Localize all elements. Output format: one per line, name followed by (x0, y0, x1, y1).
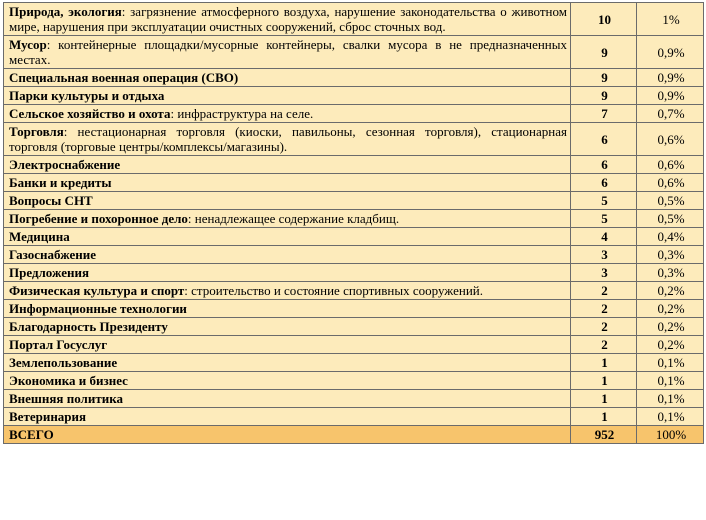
total-percent: 100% (637, 426, 704, 444)
topic-cell (4, 36, 571, 69)
topic-cell (4, 408, 571, 426)
count-cell: 2 (571, 336, 637, 354)
topics-table (3, 2, 704, 444)
topic-cell (4, 105, 571, 123)
table-row (4, 105, 704, 123)
percent-cell: 0,9% (637, 36, 704, 69)
count-cell: 1 (571, 354, 637, 372)
topic-description: : строительство и состояние спортивных сооружений. (184, 283, 483, 298)
count-cell: 7 (571, 105, 637, 123)
table-row (4, 336, 704, 354)
percent-cell: 0,9% (637, 87, 704, 105)
table-row (4, 282, 704, 300)
topic-title: Вопросы СНТ (9, 193, 93, 208)
percent-cell: 0,9% (637, 69, 704, 87)
topic-title: Физическая культура и спорт (9, 283, 185, 298)
topic-cell (4, 246, 571, 264)
percent-cell: 0,6% (637, 174, 704, 192)
percent-cell: 0,3% (637, 246, 704, 264)
percent-cell: 0,5% (637, 210, 704, 228)
table-row (4, 36, 704, 69)
topic-title: Землепользование (9, 355, 118, 370)
topic-description: : ненадлежащее содержание кладбищ. (187, 211, 400, 226)
topic-title: Газоснабжение (9, 247, 96, 262)
topic-cell (4, 300, 571, 318)
table-body (4, 3, 704, 426)
topic-title: Электроснабжение (9, 157, 121, 172)
percent-cell: 0,5% (637, 192, 704, 210)
topic-cell (4, 3, 571, 36)
table-row (4, 390, 704, 408)
count-cell: 1 (571, 408, 637, 426)
count-cell: 2 (571, 282, 637, 300)
topic-cell (4, 192, 571, 210)
percent-cell: 0,6% (637, 123, 704, 156)
topic-title: Природа, экология (9, 4, 122, 19)
topic-title: Информационные технологии (9, 301, 187, 316)
count-cell: 6 (571, 156, 637, 174)
topic-title: Портал Госуслуг (9, 337, 108, 352)
topic-cell (4, 174, 571, 192)
percent-cell: 0,4% (637, 228, 704, 246)
topic-title: Благодарность Президенту (9, 319, 168, 334)
topic-title: Медицина (9, 229, 70, 244)
percent-cell: 0,6% (637, 156, 704, 174)
percent-cell: 0,7% (637, 105, 704, 123)
percent-cell: 0,2% (637, 318, 704, 336)
percent-cell: 0,2% (637, 336, 704, 354)
percent-cell: 0,1% (637, 354, 704, 372)
topic-title: Парки культуры и отдыха (9, 88, 165, 103)
topic-cell (4, 282, 571, 300)
percent-cell: 0,2% (637, 300, 704, 318)
topic-title: Мусор (9, 37, 47, 52)
count-cell: 6 (571, 123, 637, 156)
table-row (4, 69, 704, 87)
topic-cell (4, 372, 571, 390)
table-row (4, 372, 704, 390)
percent-cell: 0,1% (637, 372, 704, 390)
total-label: ВСЕГО (4, 426, 571, 444)
table-row (4, 174, 704, 192)
count-cell: 1 (571, 390, 637, 408)
topic-title: Предложения (9, 265, 90, 280)
topic-cell (4, 264, 571, 282)
table-row (4, 87, 704, 105)
topic-cell (4, 228, 571, 246)
table-row (4, 264, 704, 282)
percent-cell: 0,1% (637, 390, 704, 408)
table-row (4, 318, 704, 336)
topic-cell (4, 69, 571, 87)
table-row (4, 210, 704, 228)
table-row (4, 3, 704, 36)
table-row (4, 354, 704, 372)
table-row (4, 408, 704, 426)
table-row (4, 228, 704, 246)
topic-title: Банки и кредиты (9, 175, 112, 190)
topic-title: Экономика и бизнес (9, 373, 128, 388)
topic-title: Внешняя политика (9, 391, 123, 406)
count-cell: 6 (571, 174, 637, 192)
topic-title: Специальная военная операция (СВО) (9, 70, 239, 85)
topic-title: Торговля (9, 124, 64, 139)
table-row (4, 300, 704, 318)
table-row (4, 246, 704, 264)
topic-title: Ветеринария (9, 409, 87, 424)
topic-description: : контейнерные площадки/мусорные контейнеры, свалки мусора в не предназначенных местах. (9, 37, 567, 67)
count-cell: 10 (571, 3, 637, 36)
topic-cell (4, 354, 571, 372)
topic-description: : инфраструктура на селе. (170, 106, 314, 121)
topic-cell (4, 156, 571, 174)
topic-cell (4, 210, 571, 228)
count-cell: 3 (571, 246, 637, 264)
count-cell: 5 (571, 192, 637, 210)
topic-title: Сельское хозяйство и охота (9, 106, 171, 121)
topic-cell (4, 123, 571, 156)
percent-cell: 0,2% (637, 282, 704, 300)
table-row (4, 192, 704, 210)
count-cell: 2 (571, 300, 637, 318)
topic-cell (4, 336, 571, 354)
count-cell: 9 (571, 36, 637, 69)
topic-description: : нестационарная торговля (киоски, павильоны, сезонная торговля), стационарная торговля (торговые центры/комплексы/магазины). (9, 124, 567, 154)
count-cell: 2 (571, 318, 637, 336)
topic-cell (4, 87, 571, 105)
total-count: 952 (571, 426, 637, 444)
total-row (4, 426, 704, 444)
topic-title: Погребение и похоронное дело (9, 211, 188, 226)
table-row (4, 156, 704, 174)
count-cell: 1 (571, 372, 637, 390)
count-cell: 5 (571, 210, 637, 228)
count-cell: 9 (571, 87, 637, 105)
topic-description: : загрязнение атмосферного воздуха, нарушение законодательства о животном мире, нарушения при эксплуатации очистных сооружений, сброс сточных вод. (9, 4, 567, 34)
topic-cell (4, 390, 571, 408)
table-row (4, 123, 704, 156)
percent-cell: 1% (637, 3, 704, 36)
count-cell: 4 (571, 228, 637, 246)
percent-cell: 0,1% (637, 408, 704, 426)
count-cell: 3 (571, 264, 637, 282)
topic-cell (4, 318, 571, 336)
count-cell: 9 (571, 69, 637, 87)
percent-cell: 0,3% (637, 264, 704, 282)
